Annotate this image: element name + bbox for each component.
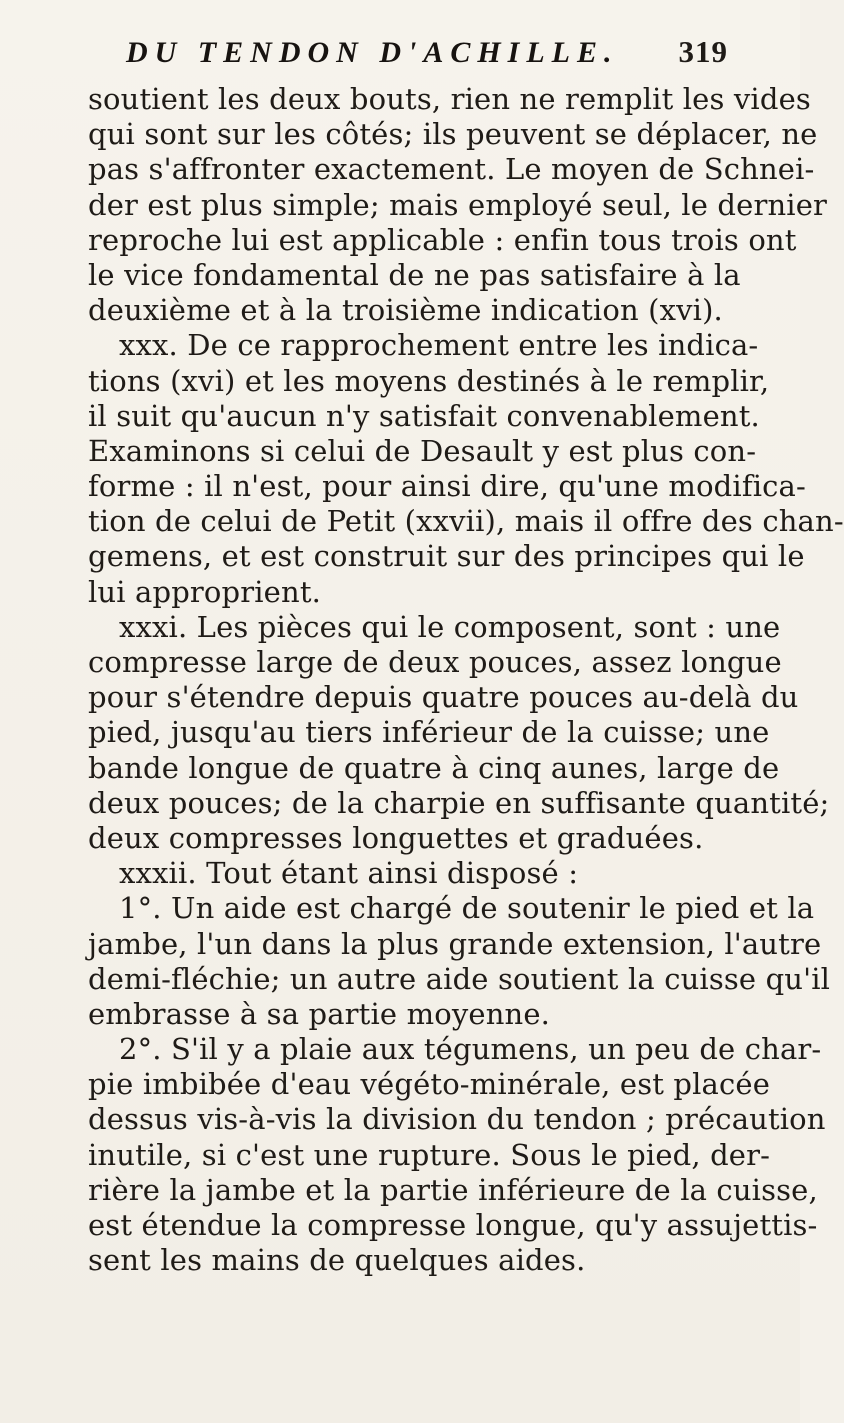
item-1-line: 1°. Un aide est chargé de soutenir le pied et la	[119, 891, 815, 926]
text-line: jambe, l'un dans la plus grande extension, l'autre	[88, 926, 822, 961]
text-line: sent les mains de quelques aides.	[88, 1243, 586, 1278]
page-number: 319	[678, 34, 728, 69]
text-line: dessus vis-à-vis la division du tendon ; précaution	[88, 1102, 826, 1137]
text-line: der est plus simple; mais employé seul, le dernier	[88, 187, 828, 222]
item-2-line: 2°. S'il y a plaie aux tégumens, un peu de char-	[119, 1032, 822, 1067]
text-line: lui approprient.	[88, 574, 321, 609]
text-line: bande longue de quatre à cinq aunes, large de	[88, 750, 780, 785]
paragraph-xxxii-line: xxxii. Tout étant ainsi disposé :	[119, 856, 579, 891]
text-line: le vice fondamental de ne pas satisfaire à la	[88, 257, 741, 292]
text-line: pour s'étendre depuis quatre pouces au-delà du	[88, 680, 799, 715]
text-line: deux compresses longuettes et graduées.	[88, 820, 704, 855]
paragraph-xxx-line: xxx. De ce rapprochement entre les indica-	[119, 328, 759, 363]
text-line: forme : il n'est, pour ainsi dire, qu'une modifica-	[88, 469, 806, 504]
text-line: pie imbibée d'eau végéto-minérale, est placée	[88, 1067, 771, 1102]
text-line: il suit qu'aucun n'y satisfait convenablement.	[88, 398, 760, 433]
text-line: deux pouces; de la charpie en suffisante quantité;	[88, 785, 830, 820]
running-title: DU TENDON D'ACHILLE.	[126, 36, 619, 69]
paragraph-xxxi-line: xxxi. Les pièces qui le composent, sont : une	[119, 609, 781, 644]
text-line: soutient les deux bouts, rien ne remplit les vides	[88, 82, 811, 116]
text-line: tions (xvi) et les moyens destinés à le remplir,	[88, 363, 770, 398]
text-line: demi-fléchie; un autre aide soutient la cuisse qu'il	[88, 961, 831, 996]
text-line: Examinons si celui de Desault y est plus con-	[88, 433, 757, 468]
text-line: gemens, et est construit sur des principes qui le	[88, 539, 805, 574]
text-line: tion de celui de Petit (xxvii), mais il offre des chan-	[88, 504, 844, 539]
text-line: est étendue la compresse longue, qu'y assujettis-	[88, 1208, 818, 1242]
text-line: embrasse à sa partie moyenne.	[88, 996, 551, 1031]
text-line: pied, jusqu'au tiers inférieur de la cuisse; une	[88, 715, 770, 750]
text-line: inutile, si c'est une rupture. Sous le pied, der-	[88, 1137, 771, 1172]
text-line: pas s'affronter exactement. Le moyen de Schnei-	[88, 152, 815, 187]
text-line: compresse large de deux pouces, assez longue	[88, 645, 782, 679]
text-line: rière la jambe et la partie inférieure de la cuisse,	[88, 1172, 818, 1207]
text-line: qui sont sur les côtés; ils peuvent se déplacer, ne	[88, 117, 818, 152]
text-line: deuxième et à la troisième indication (xvi).	[88, 293, 723, 328]
page-header	[126, 34, 728, 70]
text-line: reproche lui est applicable : enfin tous trois ont	[88, 222, 797, 257]
body-text	[88, 82, 844, 1278]
